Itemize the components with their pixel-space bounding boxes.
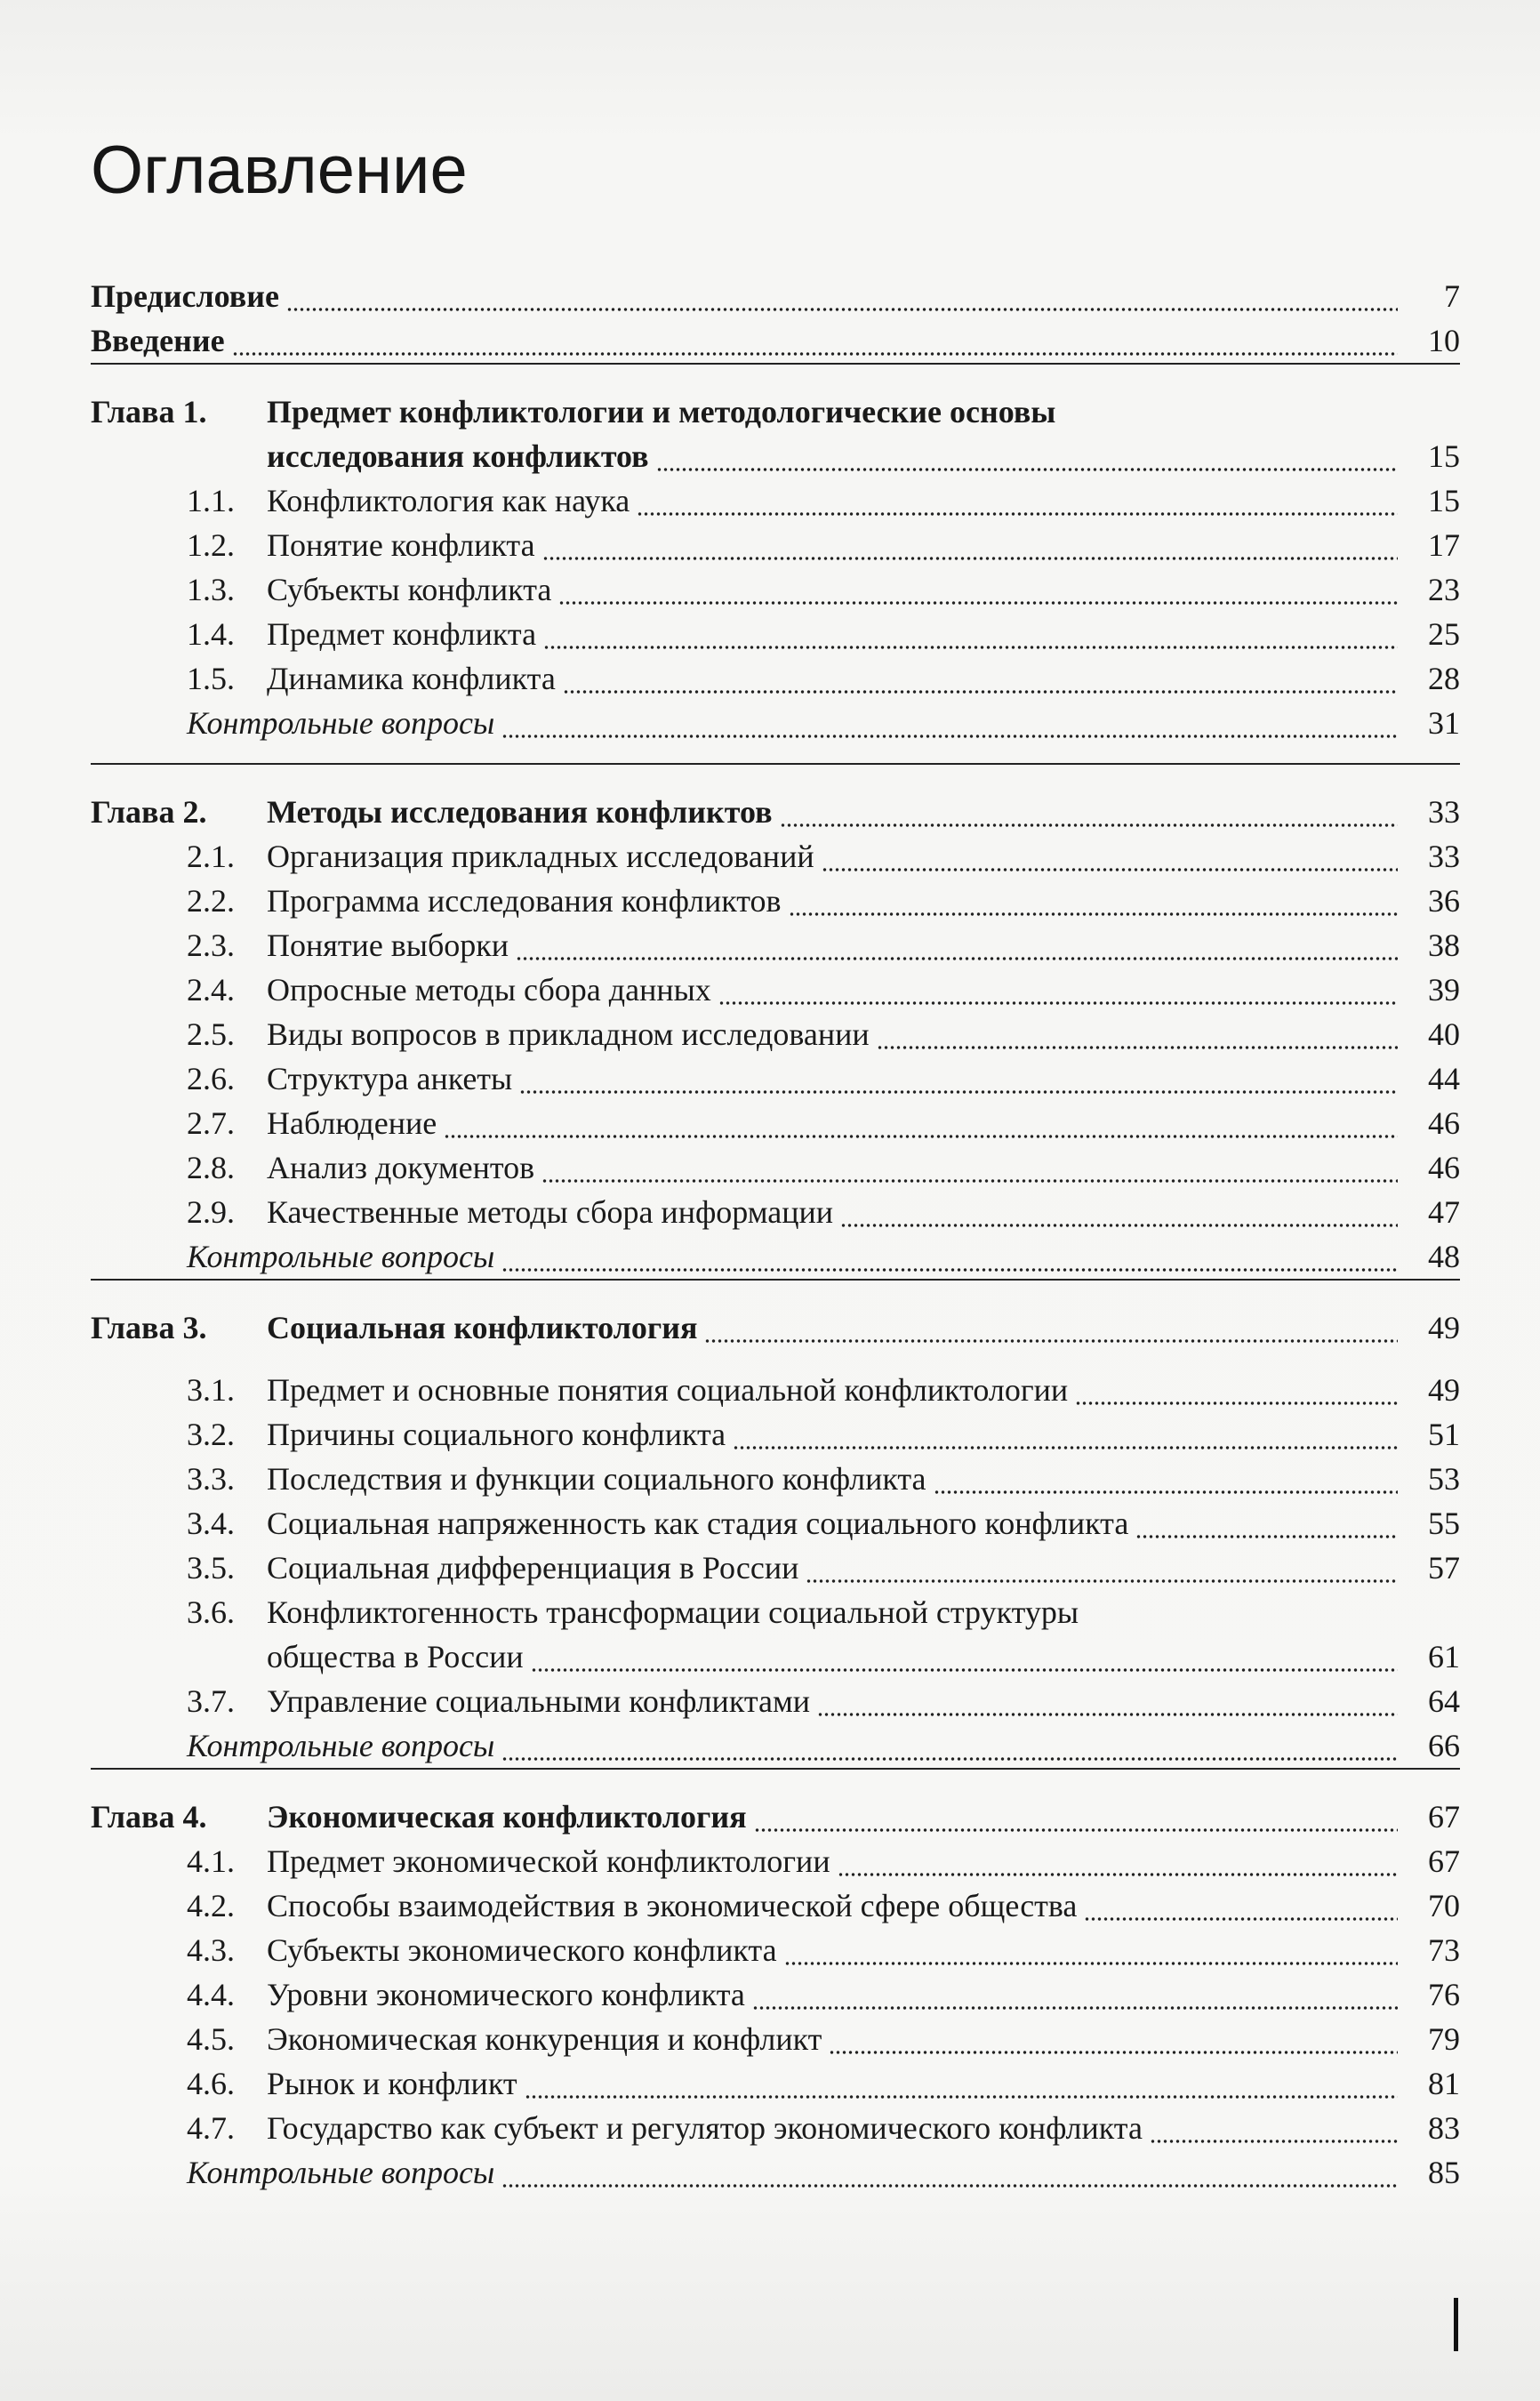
toc-entry-number: 2.4.: [187, 972, 235, 1008]
toc-entry-title: Управление социальными конфликтами: [267, 1683, 811, 1719]
toc-entry-title: Наблюдение: [267, 1105, 437, 1141]
toc-entry-title: Последствия и функции социального конфликта: [267, 1461, 926, 1497]
toc-entry: [91, 1305, 1460, 1350]
toc-entry-number: 3.4.: [187, 1506, 235, 1541]
toc-entry-number: 2.7.: [187, 1105, 235, 1141]
page-number: 33: [1428, 839, 1460, 874]
dot-leader: [286, 274, 1398, 318]
dot-leader: [1075, 1368, 1398, 1412]
page-number: 73: [1428, 1932, 1460, 1968]
toc-entry-number: 2.8.: [187, 1150, 235, 1185]
page-number: 49: [1428, 1372, 1460, 1408]
page-number: 85: [1428, 2155, 1460, 2190]
dot-leader: [704, 1305, 1398, 1350]
toc-entry: [91, 274, 1460, 318]
toc-entry-number: 4.3.: [187, 1932, 235, 1968]
dot-leader: [789, 879, 1399, 923]
toc-entry-title: Анализ документов: [267, 1150, 535, 1185]
toc-entry: [91, 2017, 1460, 2061]
toc-entry-title: Качественные методы сбора информации: [267, 1194, 834, 1230]
toc-entry: [91, 1839, 1460, 1883]
toc-entry-title: Предмет экономической конфликтологии: [267, 1843, 830, 1879]
page-number: 46: [1428, 1150, 1460, 1185]
dot-leader: [822, 834, 1398, 879]
toc-entry: [91, 478, 1460, 523]
toc-entry: [91, 523, 1460, 567]
toc-entry-number: 2.5.: [187, 1016, 235, 1052]
toc-entry-number: 4.7.: [187, 2110, 235, 2146]
toc-entry: [91, 1590, 1460, 1674]
section-divider: [91, 1279, 1460, 1281]
page-number: 67: [1428, 1843, 1460, 1879]
page-number: 53: [1428, 1461, 1460, 1497]
toc-entry-title: Понятие выборки: [267, 927, 509, 963]
toc-entry: [91, 1412, 1460, 1457]
dot-leader: [780, 790, 1398, 834]
page-number: 66: [1428, 1728, 1460, 1763]
dot-leader: [501, 1723, 1398, 1768]
page-number: 39: [1428, 972, 1460, 1008]
toc-entry-number: 3.3.: [187, 1461, 235, 1497]
toc-entry-title: Динамика конфликта: [267, 661, 556, 696]
dot-leader: [840, 1190, 1398, 1234]
page-number: 83: [1428, 2110, 1460, 2146]
dot-leader: [1135, 1501, 1398, 1546]
toc-entry-title: Субъекты конфликта: [267, 572, 552, 607]
toc-entry-title: Структура анкеты: [267, 1061, 513, 1096]
toc-entry: [91, 1145, 1460, 1190]
toc-entry-title: Социальная конфликтология: [267, 1310, 698, 1345]
toc-entry: [91, 1723, 1460, 1768]
toc-entry-number: Глава 2.: [91, 794, 207, 830]
dot-leader: [563, 656, 1398, 701]
toc-entry: [91, 2061, 1460, 2106]
page-number: 67: [1428, 1799, 1460, 1835]
dot-leader: [718, 968, 1398, 1012]
dot-leader: [637, 478, 1398, 523]
toc-entry-title: Контрольные вопросы: [187, 2155, 495, 2190]
page-number: 47: [1428, 1194, 1460, 1230]
toc-entry: [91, 834, 1460, 879]
toc-entry-number: 1.4.: [187, 616, 235, 652]
dot-leader: [519, 1056, 1398, 1101]
page-number: 10: [1428, 323, 1460, 358]
toc-entry: [91, 1056, 1460, 1101]
toc-entry-number: 1.5.: [187, 661, 235, 696]
toc-entry-number: 4.5.: [187, 2021, 235, 2057]
toc-entry: [91, 1234, 1460, 1279]
toc-entry-title: Причины социального конфликта: [267, 1417, 726, 1452]
toc-entry: [91, 1883, 1460, 1928]
toc-entry: [91, 1546, 1460, 1590]
toc-entry-number: 3.1.: [187, 1372, 235, 1408]
dot-leader: [806, 1546, 1398, 1590]
toc-entry: [91, 923, 1460, 968]
dot-leader: [838, 1839, 1398, 1883]
toc-entry: [91, 790, 1460, 834]
toc-entry-title: Государство как субъект и регулятор экономического конфликта: [267, 2110, 1143, 2146]
page-number: 36: [1428, 883, 1460, 919]
section-divider: [91, 763, 1460, 765]
dot-leader: [829, 2017, 1398, 2061]
toc-entry-title: Предмет и основные понятия социальной конфликтологии: [267, 1372, 1069, 1408]
page-number: 55: [1428, 1506, 1460, 1541]
toc-entry-title: общества в России: [267, 1639, 524, 1674]
page-number: 51: [1428, 1417, 1460, 1452]
dot-leader: [754, 1795, 1398, 1839]
page-number: 49: [1428, 1310, 1460, 1345]
toc-entry: [91, 656, 1460, 701]
page-number: 44: [1428, 1061, 1460, 1096]
page-number: 15: [1428, 483, 1460, 518]
toc-entry-title: Предисловие: [91, 278, 279, 314]
dot-leader: [817, 1679, 1398, 1723]
toc-entry-title: Предмет конфликта: [267, 616, 537, 652]
dot-leader: [877, 1012, 1398, 1056]
page-number: 79: [1428, 2021, 1460, 2057]
page-number: 70: [1428, 1888, 1460, 1923]
dot-leader: [784, 1928, 1398, 1972]
toc-entry-title: Программа исследования конфликтов: [267, 883, 782, 919]
toc-entry-title: Социальная напряженность как стадия социального конфликта: [267, 1506, 1129, 1541]
toc-entry: [91, 1368, 1460, 1412]
toc-entry: [91, 567, 1460, 612]
toc-entry: [91, 1795, 1460, 1839]
page-number: 17: [1428, 527, 1460, 563]
dot-leader: [525, 2061, 1398, 2106]
section-divider: [91, 1768, 1460, 1770]
toc-entry: [91, 879, 1460, 923]
toc-entry-number: Глава 4.: [91, 1799, 207, 1835]
toc-entry-title: Виды вопросов в прикладном исследовании: [267, 1016, 870, 1052]
toc-entry-number: 1.2.: [187, 527, 235, 563]
toc-entry: [91, 389, 1460, 474]
toc-entry: [91, 612, 1460, 656]
dot-leader: [232, 318, 1398, 363]
toc-entry-title: Социальная дифференциация в России: [267, 1550, 799, 1586]
toc-entry: [91, 701, 1460, 745]
dot-leader: [1150, 2106, 1398, 2150]
toc-entry-number: 1.3.: [187, 572, 235, 607]
toc-entry-number: 2.2.: [187, 883, 235, 919]
page-number: 64: [1428, 1683, 1460, 1719]
toc-entry-number: 2.9.: [187, 1194, 235, 1230]
toc-entry-title: Опросные методы сбора данных: [267, 972, 711, 1008]
toc-entry-title: Экономическая конфликтология: [267, 1799, 747, 1835]
dot-leader: [558, 567, 1398, 612]
page-number: 7: [1444, 278, 1460, 314]
toc-entry-title: Способы взаимодействия в экономической сфере общества: [267, 1888, 1078, 1923]
dot-leader: [543, 612, 1398, 656]
page-number: 48: [1428, 1239, 1460, 1274]
page-number: 31: [1428, 705, 1460, 741]
toc-entry-title: Понятие конфликта: [267, 527, 535, 563]
toc-entry-title: Субъекты экономического конфликта: [267, 1932, 777, 1968]
toc-entry: [91, 1928, 1460, 1972]
toc-entry: [91, 2106, 1460, 2150]
toc-entry: [91, 1012, 1460, 1056]
dot-leader: [531, 1634, 1398, 1679]
toc-entry-number: 4.1.: [187, 1843, 235, 1879]
page-number: 38: [1428, 927, 1460, 963]
toc-entry: [91, 318, 1460, 363]
toc-entry: [91, 1457, 1460, 1501]
page-number: 76: [1428, 1977, 1460, 2012]
toc-entry-number: 1.1.: [187, 483, 235, 518]
dot-leader: [1084, 1883, 1398, 1928]
toc-entry: [91, 1501, 1460, 1546]
toc-entry-number: 2.6.: [187, 1061, 235, 1096]
page-number: 33: [1428, 794, 1460, 830]
toc-entry-number: 4.6.: [187, 2066, 235, 2101]
toc-entry-number: 3.2.: [187, 1417, 235, 1452]
page-number: 40: [1428, 1016, 1460, 1052]
toc-entry-title: Контрольные вопросы: [187, 1728, 495, 1763]
toc-entry-title: Предмет конфликтологии и методологические основы: [267, 394, 1056, 430]
dot-leader: [541, 1145, 1398, 1190]
toc-entry-title: Конфликтология как наука: [267, 483, 630, 518]
toc-entry-title: Контрольные вопросы: [187, 1239, 495, 1274]
toc-entry-number: 3.7.: [187, 1683, 235, 1719]
dot-leader: [516, 923, 1398, 968]
toc-entry-title: Введение: [91, 323, 225, 358]
toc-entry-number: Глава 1.: [91, 394, 207, 430]
dot-leader: [656, 434, 1398, 478]
dot-leader: [501, 701, 1398, 745]
dot-leader: [733, 1412, 1398, 1457]
toc-entry-title: Уровни экономического конфликта: [267, 1977, 745, 2012]
toc-entry-title: Методы исследования конфликтов: [267, 794, 773, 830]
dot-leader: [752, 1972, 1398, 2017]
toc-entry: [91, 968, 1460, 1012]
toc-entry-number: 4.2.: [187, 1888, 235, 1923]
page-number: 25: [1428, 616, 1460, 652]
toc-entry: [91, 1679, 1460, 1723]
toc-entry-title: Рынок и конфликт: [267, 2066, 517, 2101]
page-number: 57: [1428, 1550, 1460, 1586]
page-title: Оглавление: [91, 132, 468, 208]
toc-entry-number: 2.1.: [187, 839, 235, 874]
page-number: 23: [1428, 572, 1460, 607]
toc-entry-title: Конфликтогенность трансформации социальной структуры: [267, 1594, 1079, 1630]
page-edge-mark: [1454, 2298, 1458, 2351]
dot-leader: [934, 1457, 1398, 1501]
toc-entry: [91, 1101, 1460, 1145]
page-number: 81: [1428, 2066, 1460, 2101]
page-number: 46: [1428, 1105, 1460, 1141]
toc-entry: [91, 2150, 1460, 2195]
dot-leader: [542, 523, 1398, 567]
toc-entry-number: Глава 3.: [91, 1310, 207, 1345]
toc-entry-number: 2.3.: [187, 927, 235, 963]
dot-leader: [444, 1101, 1398, 1145]
section-divider: [91, 363, 1460, 365]
toc-entry-title: Контрольные вопросы: [187, 705, 495, 741]
toc-entry: [91, 1190, 1460, 1234]
toc-entry-title: Организация прикладных исследований: [267, 839, 814, 874]
page-number: 28: [1428, 661, 1460, 696]
page-number: 61: [1428, 1639, 1460, 1674]
dot-leader: [501, 2150, 1398, 2195]
toc-entry-number: 4.4.: [187, 1977, 235, 2012]
page-number: 15: [1428, 438, 1460, 474]
toc-entry: [91, 1972, 1460, 2017]
toc-entry-title: исследования конфликтов: [267, 438, 649, 474]
toc-entry-title: Экономическая конкуренция и конфликт: [267, 2021, 822, 2057]
dot-leader: [501, 1234, 1398, 1279]
toc-entry-number: 3.6.: [187, 1594, 235, 1630]
toc-entry-number: 3.5.: [187, 1550, 235, 1586]
